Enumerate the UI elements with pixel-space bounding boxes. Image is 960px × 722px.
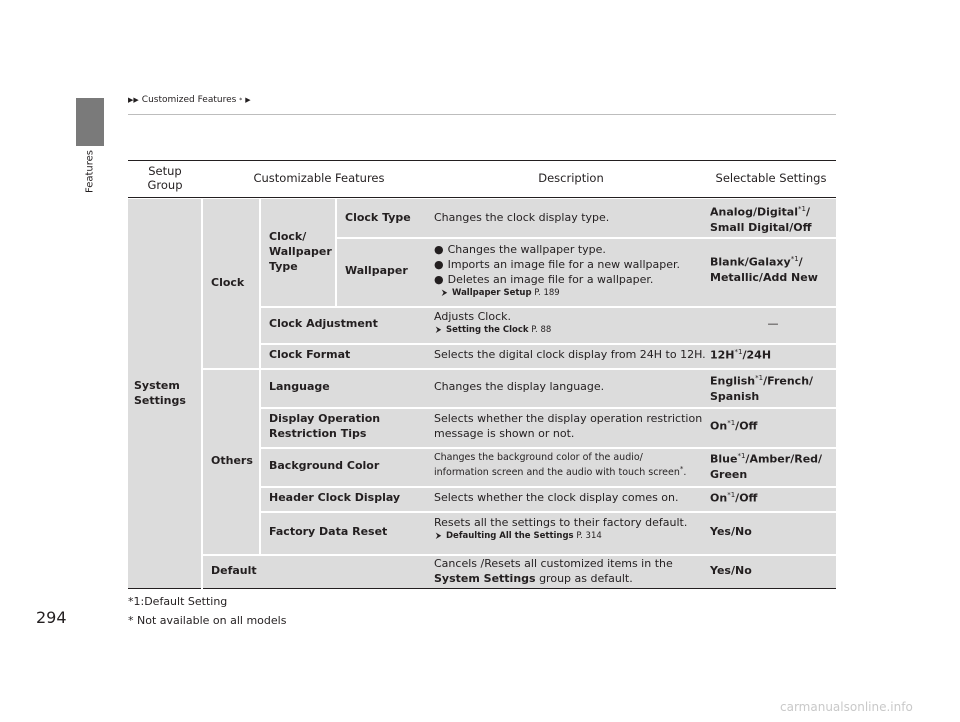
desc-factory-data-reset: Resets all the settings to their factory default. ⮞ Defaulting All the Settings P. 314 [434,511,704,554]
cross-reference[interactable]: ⮞ Wallpaper Setup P. 189 [441,287,560,298]
feature-display-operation-restriction: Display Operation Restriction Tips [269,412,381,440]
settings-language: English$^{*1}$/French/ Spanish [710,374,814,403]
feature-clock-format: Clock Format [269,348,351,362]
top-rule [128,114,836,115]
header-customizable-features: Customizable Features [253,171,385,186]
breadcrumb-arrow-icon: ▶ [245,96,251,104]
watermark: carmanualsonline.info [780,700,913,714]
desc-clock-adjustment: Adjusts Clock. ⮞ Setting the Clock P. 88 [434,306,704,343]
breadcrumb-arrow-icon: ▶▶ [128,96,139,104]
feature-wallpaper: Wallpaper [345,264,408,278]
settings-table [128,160,836,589]
desc-background-color: Changes the background color of the audio/ information screen and the audio with touch screen*. [434,452,687,478]
settings-default: Yes/No [710,564,752,577]
settings-display-operation-restriction: On$^{*1}$/Off [710,419,758,433]
breadcrumb [128,95,251,105]
breadcrumb-sup: * [239,96,243,104]
header-description: Description [538,171,604,186]
feature-clock-wallpaper-type: Clock/ Wallpaper Type [269,230,332,273]
header-selectable-settings: Selectable Settings [715,171,827,186]
feature-background-color: Background Color [269,459,380,473]
settings-clock-type: Analog/Digital$^{*1}$/ Small Digital/Off [710,205,812,234]
footnote-default-setting: *1:Default Setting [128,595,228,608]
desc-clock-type: Changes the clock display type. [434,210,610,224]
header-setup-group: Setup Group [147,164,183,192]
list-item: ● Changes the wallpaper type. [434,243,606,256]
settings-clock-adjustment: — [767,317,779,331]
subgroup-default: Default [211,564,257,578]
table-header [128,160,836,198]
side-tab [76,0,104,722]
page-number: 294 [36,608,67,627]
settings-header-clock-display: On$^{*1}$/Off [710,491,758,505]
list-item: ● Deletes an image file for a wallpaper. [434,272,654,286]
cross-reference[interactable]: ⮞ Setting the Clock P. 88 [435,324,552,335]
list-item: ● Imports an image file for a new wallpaper. [434,257,680,271]
desc-wallpaper [434,237,704,306]
footnote-not-available: * Not available on all models [128,614,287,627]
side-tab-marker [76,98,104,146]
feature-factory-data-reset: Factory Data Reset [269,525,388,539]
side-tab-label: Features [84,150,96,193]
desc-language: Changes the display language. [434,380,605,394]
feature-language: Language [269,380,330,394]
cross-reference-icon: ⮞ [435,530,442,540]
desc-clock-format: Selects the digital clock display from 24H to 12H. [434,348,706,362]
settings-factory-data-reset: Yes/No [710,525,752,538]
desc-header-clock-display: Selects whether the clock display comes on. [434,491,679,505]
feature-header-clock-display: Header Clock Display [269,491,401,505]
table-body [128,199,836,589]
subgroup-clock: Clock [211,276,245,290]
settings-clock-format: $12H^{*1}/24H$ [710,348,772,362]
desc-display-operation-restriction: Selects whether the display operation restriction message is shown or not. [434,412,703,440]
breadcrumb-title: Customized Features [141,95,237,105]
settings-wallpaper: Blank/Galaxy$^{*1}$/ Metallic/Add New [710,255,818,284]
feature-clock-adjustment: Clock Adjustment [269,317,378,331]
subgroup-others: Others [211,453,253,467]
desc-default: Cancels /Resets all customized items in the System Settings group as default. [434,557,673,585]
settings-background-color: Blue$^{*1}$/Amber/Red/ Green [710,452,823,481]
group-system-settings: System Settings [134,379,186,407]
cross-reference-icon: ⮞ [435,324,442,334]
cross-reference-icon: ⮞ [441,287,448,297]
feature-clock-type: Clock Type [345,210,411,224]
cross-reference[interactable]: ⮞ Defaulting All the Settings P. 314 [435,530,602,541]
